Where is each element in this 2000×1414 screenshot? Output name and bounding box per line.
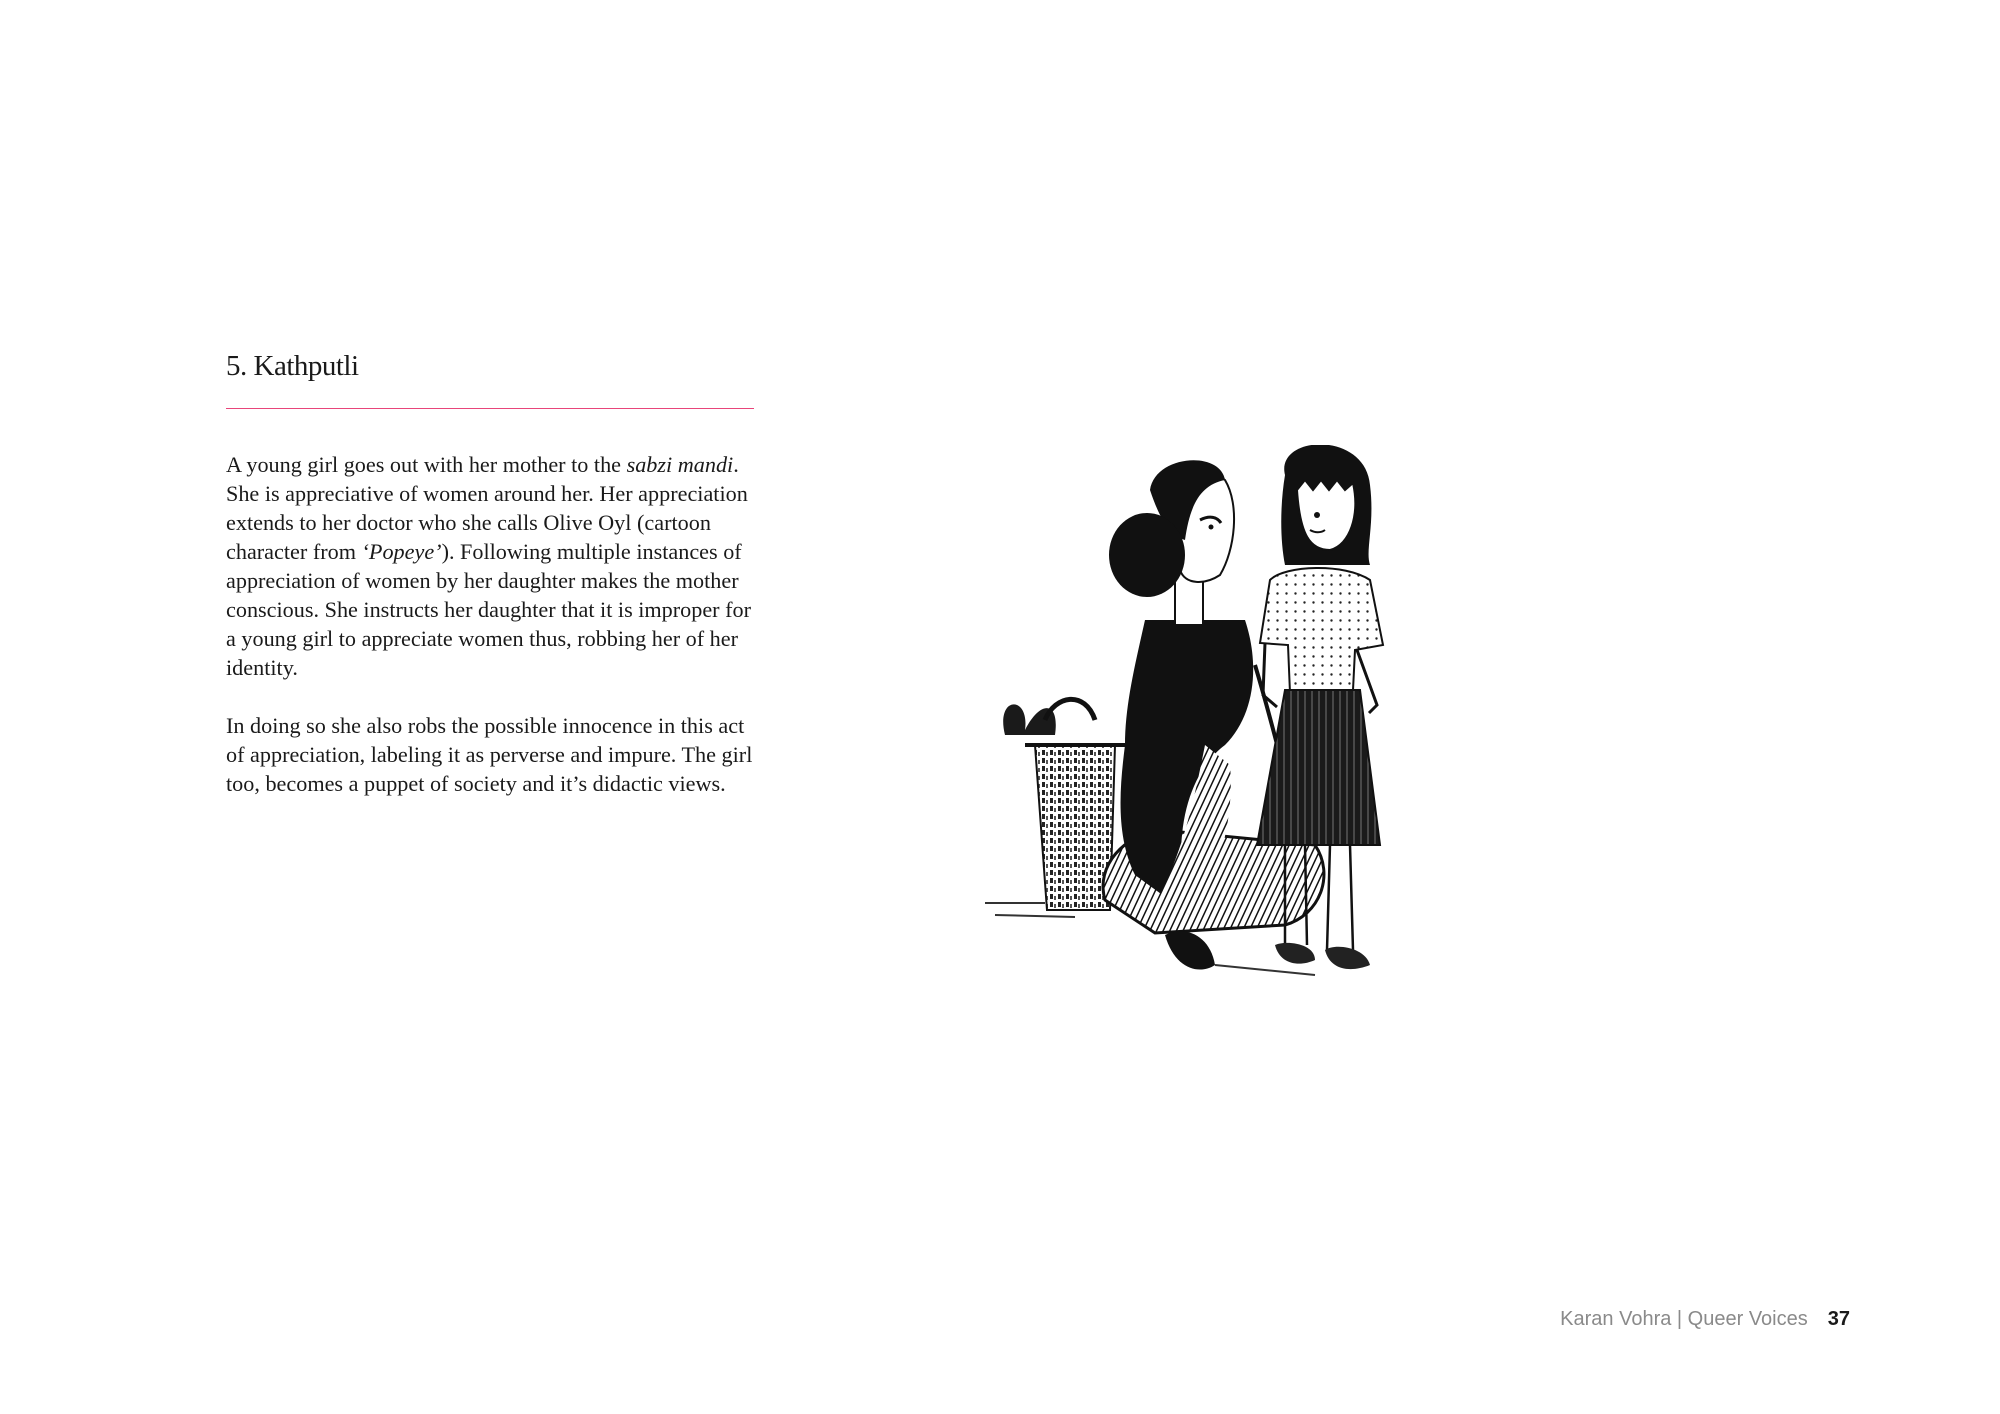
body-text — [226, 450, 766, 827]
ink-illustration-mother-daughter — [985, 445, 1495, 1035]
paragraph-2: In doing so she also robs the possible innocence in this act of appreciation, labeling it as perverse and impure. The girl too, becomes a puppet of society and it’s didactic views. — [226, 713, 753, 796]
page-footer — [1560, 1308, 1850, 1331]
section-title: 5. Kathputli — [226, 350, 359, 382]
paragraph-1: A young girl goes out with her mother to the sabzi mandi. She is appreciative of women around her. Her appreciation extends to her doctor who she calls Olive Oyl (cartoon character from ‘Popeye’). Following multiple instances of appreciation of women by her daughter makes the mother conscious. She instructs her daughter that it is improper for a young girl to appreciate women thus, robbing her of her identity. — [226, 452, 751, 680]
page-number: 37 — [1827, 1308, 1850, 1330]
title-underline — [226, 408, 754, 409]
italic-term-sabzi-mandi: sabzi mandi — [626, 452, 734, 477]
footer-credit: Karan Vohra | Queer Voices — [1560, 1308, 1808, 1330]
italic-title-popeye: ‘Popeye’ — [361, 539, 442, 564]
